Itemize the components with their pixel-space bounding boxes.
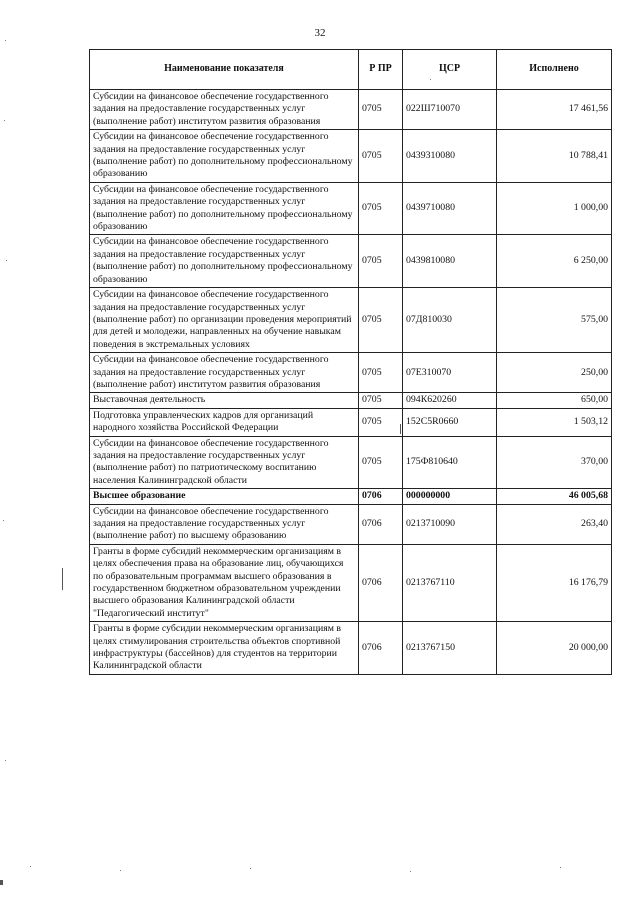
header-indicator-name: Наименование показателя — [90, 50, 359, 90]
scan-speck — [3, 520, 4, 521]
executed-amount-cell: 263,40 — [497, 504, 612, 544]
executed-amount-cell: 575,00 — [497, 288, 612, 353]
target-article-cell: 0439710080 — [403, 182, 497, 235]
section-code-cell: 0705 — [359, 353, 403, 393]
scan-speck — [4, 120, 5, 121]
section-code-cell: 0705 — [359, 90, 403, 130]
indicator-name-cell: Субсидии на финансовое обеспечение государственного задания на предоставление государственных услуг (выполнение работ) по патриотическому воспитанию населения Калининградской области — [90, 436, 359, 489]
section-code-cell: 0705 — [359, 235, 403, 288]
header-executed: Исполнено — [497, 50, 612, 90]
indicator-name-cell: Субсидии на финансовое обеспечение государственного задания на предоставление государственных услуг (выполнение работ) по организации проведения мероприятий для детей и молодежи, направленных на обучение навыкам поведения в экстремальных условиях — [90, 288, 359, 353]
executed-amount-cell: 16 176,79 — [497, 544, 612, 621]
scan-margin-mark — [0, 880, 3, 885]
section-code-cell: 0706 — [359, 622, 403, 675]
target-article-cell: 094К620260 — [403, 393, 497, 408]
scan-speck — [410, 871, 411, 872]
table-row — [90, 90, 612, 130]
scan-margin-mark — [400, 424, 401, 434]
target-article-cell: 07Д810030 — [403, 288, 497, 353]
table-row — [90, 288, 612, 353]
indicator-name-cell: Подготовка управленческих кадров для организаций народного хозяйства Российской Федерации — [90, 408, 359, 436]
table-row — [90, 436, 612, 489]
executed-amount-cell: 370,00 — [497, 436, 612, 489]
scan-margin-mark — [62, 568, 63, 590]
section-code-cell: 0705 — [359, 288, 403, 353]
table-row — [90, 504, 612, 544]
section-code-cell: 0706 — [359, 504, 403, 544]
target-article-cell: 0213767110 — [403, 544, 497, 621]
section-code-cell: 0706 — [359, 544, 403, 621]
table-row — [90, 235, 612, 288]
executed-amount-cell: 650,00 — [497, 393, 612, 408]
indicator-name-cell: Субсидии на финансовое обеспечение государственного задания на предоставление государственных услуг (выполнение работ) по высшему образованию — [90, 504, 359, 544]
target-article-cell: 152С5R0660 — [403, 408, 497, 436]
executed-amount-cell: 1 503,12 — [497, 408, 612, 436]
target-article-cell: 175Ф810640 — [403, 436, 497, 489]
scan-speck — [30, 866, 31, 867]
table-row — [90, 622, 612, 675]
target-article-cell: 022Ш710070 — [403, 90, 497, 130]
header-section-code: Р ПР — [359, 50, 403, 90]
scan-speck — [250, 868, 251, 869]
executed-amount-cell: 10 788,41 — [497, 130, 612, 183]
indicator-name-cell: Высшее образование — [90, 489, 359, 504]
section-code-cell: 0705 — [359, 393, 403, 408]
scan-speck — [560, 867, 561, 868]
indicator-name-cell: Выставочная деятельность — [90, 393, 359, 408]
table-row — [90, 353, 612, 393]
section-code-cell: 0705 — [359, 130, 403, 183]
target-article-cell: 0213710090 — [403, 504, 497, 544]
indicator-name-cell: Субсидии на финансовое обеспечение государственного задания на предоставление государственных услуг (выполнение работ) по дополнительному профессиональному образованию — [90, 182, 359, 235]
executed-amount-cell: 17 461,56 — [497, 90, 612, 130]
scan-speck — [430, 79, 431, 80]
executed-amount-cell: 20 000,00 — [497, 622, 612, 675]
page-number: 32 — [314, 27, 326, 39]
table-row — [90, 544, 612, 621]
executed-amount-cell: 46 005,68 — [497, 489, 612, 504]
scan-speck — [5, 40, 6, 41]
table-row — [90, 182, 612, 235]
target-article-cell: 0439810080 — [403, 235, 497, 288]
indicator-name-cell: Субсидии на финансовое обеспечение государственного задания на предоставление государственных услуг (выполнение работ) институтом развития образования — [90, 90, 359, 130]
table-header-row — [90, 50, 612, 90]
target-article-cell: 0439310080 — [403, 130, 497, 183]
target-article-cell: 000000000 — [403, 489, 497, 504]
table-row — [90, 408, 612, 436]
executed-amount-cell: 6 250,00 — [497, 235, 612, 288]
scan-speck — [6, 260, 7, 261]
section-code-cell: 0706 — [359, 489, 403, 504]
section-code-cell: 0705 — [359, 182, 403, 235]
indicator-name-cell: Субсидии на финансовое обеспечение государственного задания на предоставление государственных услуг (выполнение работ) институтом развития образования — [90, 353, 359, 393]
section-code-cell: 0705 — [359, 436, 403, 489]
section-code-cell: 0705 — [359, 408, 403, 436]
header-target-article: ЦСР — [403, 50, 497, 90]
budget-execution-table — [89, 49, 612, 675]
executed-amount-cell: 250,00 — [497, 353, 612, 393]
table-row — [90, 130, 612, 183]
table-row — [90, 393, 612, 408]
indicator-name-cell: Субсидии на финансовое обеспечение государственного задания на предоставление государственных услуг (выполнение работ) по дополнительному профессиональному образованию — [90, 130, 359, 183]
table-row — [90, 489, 612, 504]
executed-amount-cell: 1 000,00 — [497, 182, 612, 235]
scan-speck — [5, 760, 6, 761]
scan-speck — [120, 870, 121, 871]
target-article-cell: 07Е310070 — [403, 353, 497, 393]
indicator-name-cell: Гранты в форме субсидии некоммерческим организациям в целях стимулирования строительства объектов спортивной инфраструктуры (бассейнов) для студентов на территории Калининградской области — [90, 622, 359, 675]
indicator-name-cell: Гранты в форме субсидий некоммерческим организациям в целях обеспечения права на образование лиц, обучающихся по образовательным программам высшего образования в государственном бюджетном образовательном учреждении высшего образования Калининградской области "Педагогический институт" — [90, 544, 359, 621]
target-article-cell: 0213767150 — [403, 622, 497, 675]
indicator-name-cell: Субсидии на финансовое обеспечение государственного задания на предоставление государственных услуг (выполнение работ) по дополнительному профессиональному образованию — [90, 235, 359, 288]
